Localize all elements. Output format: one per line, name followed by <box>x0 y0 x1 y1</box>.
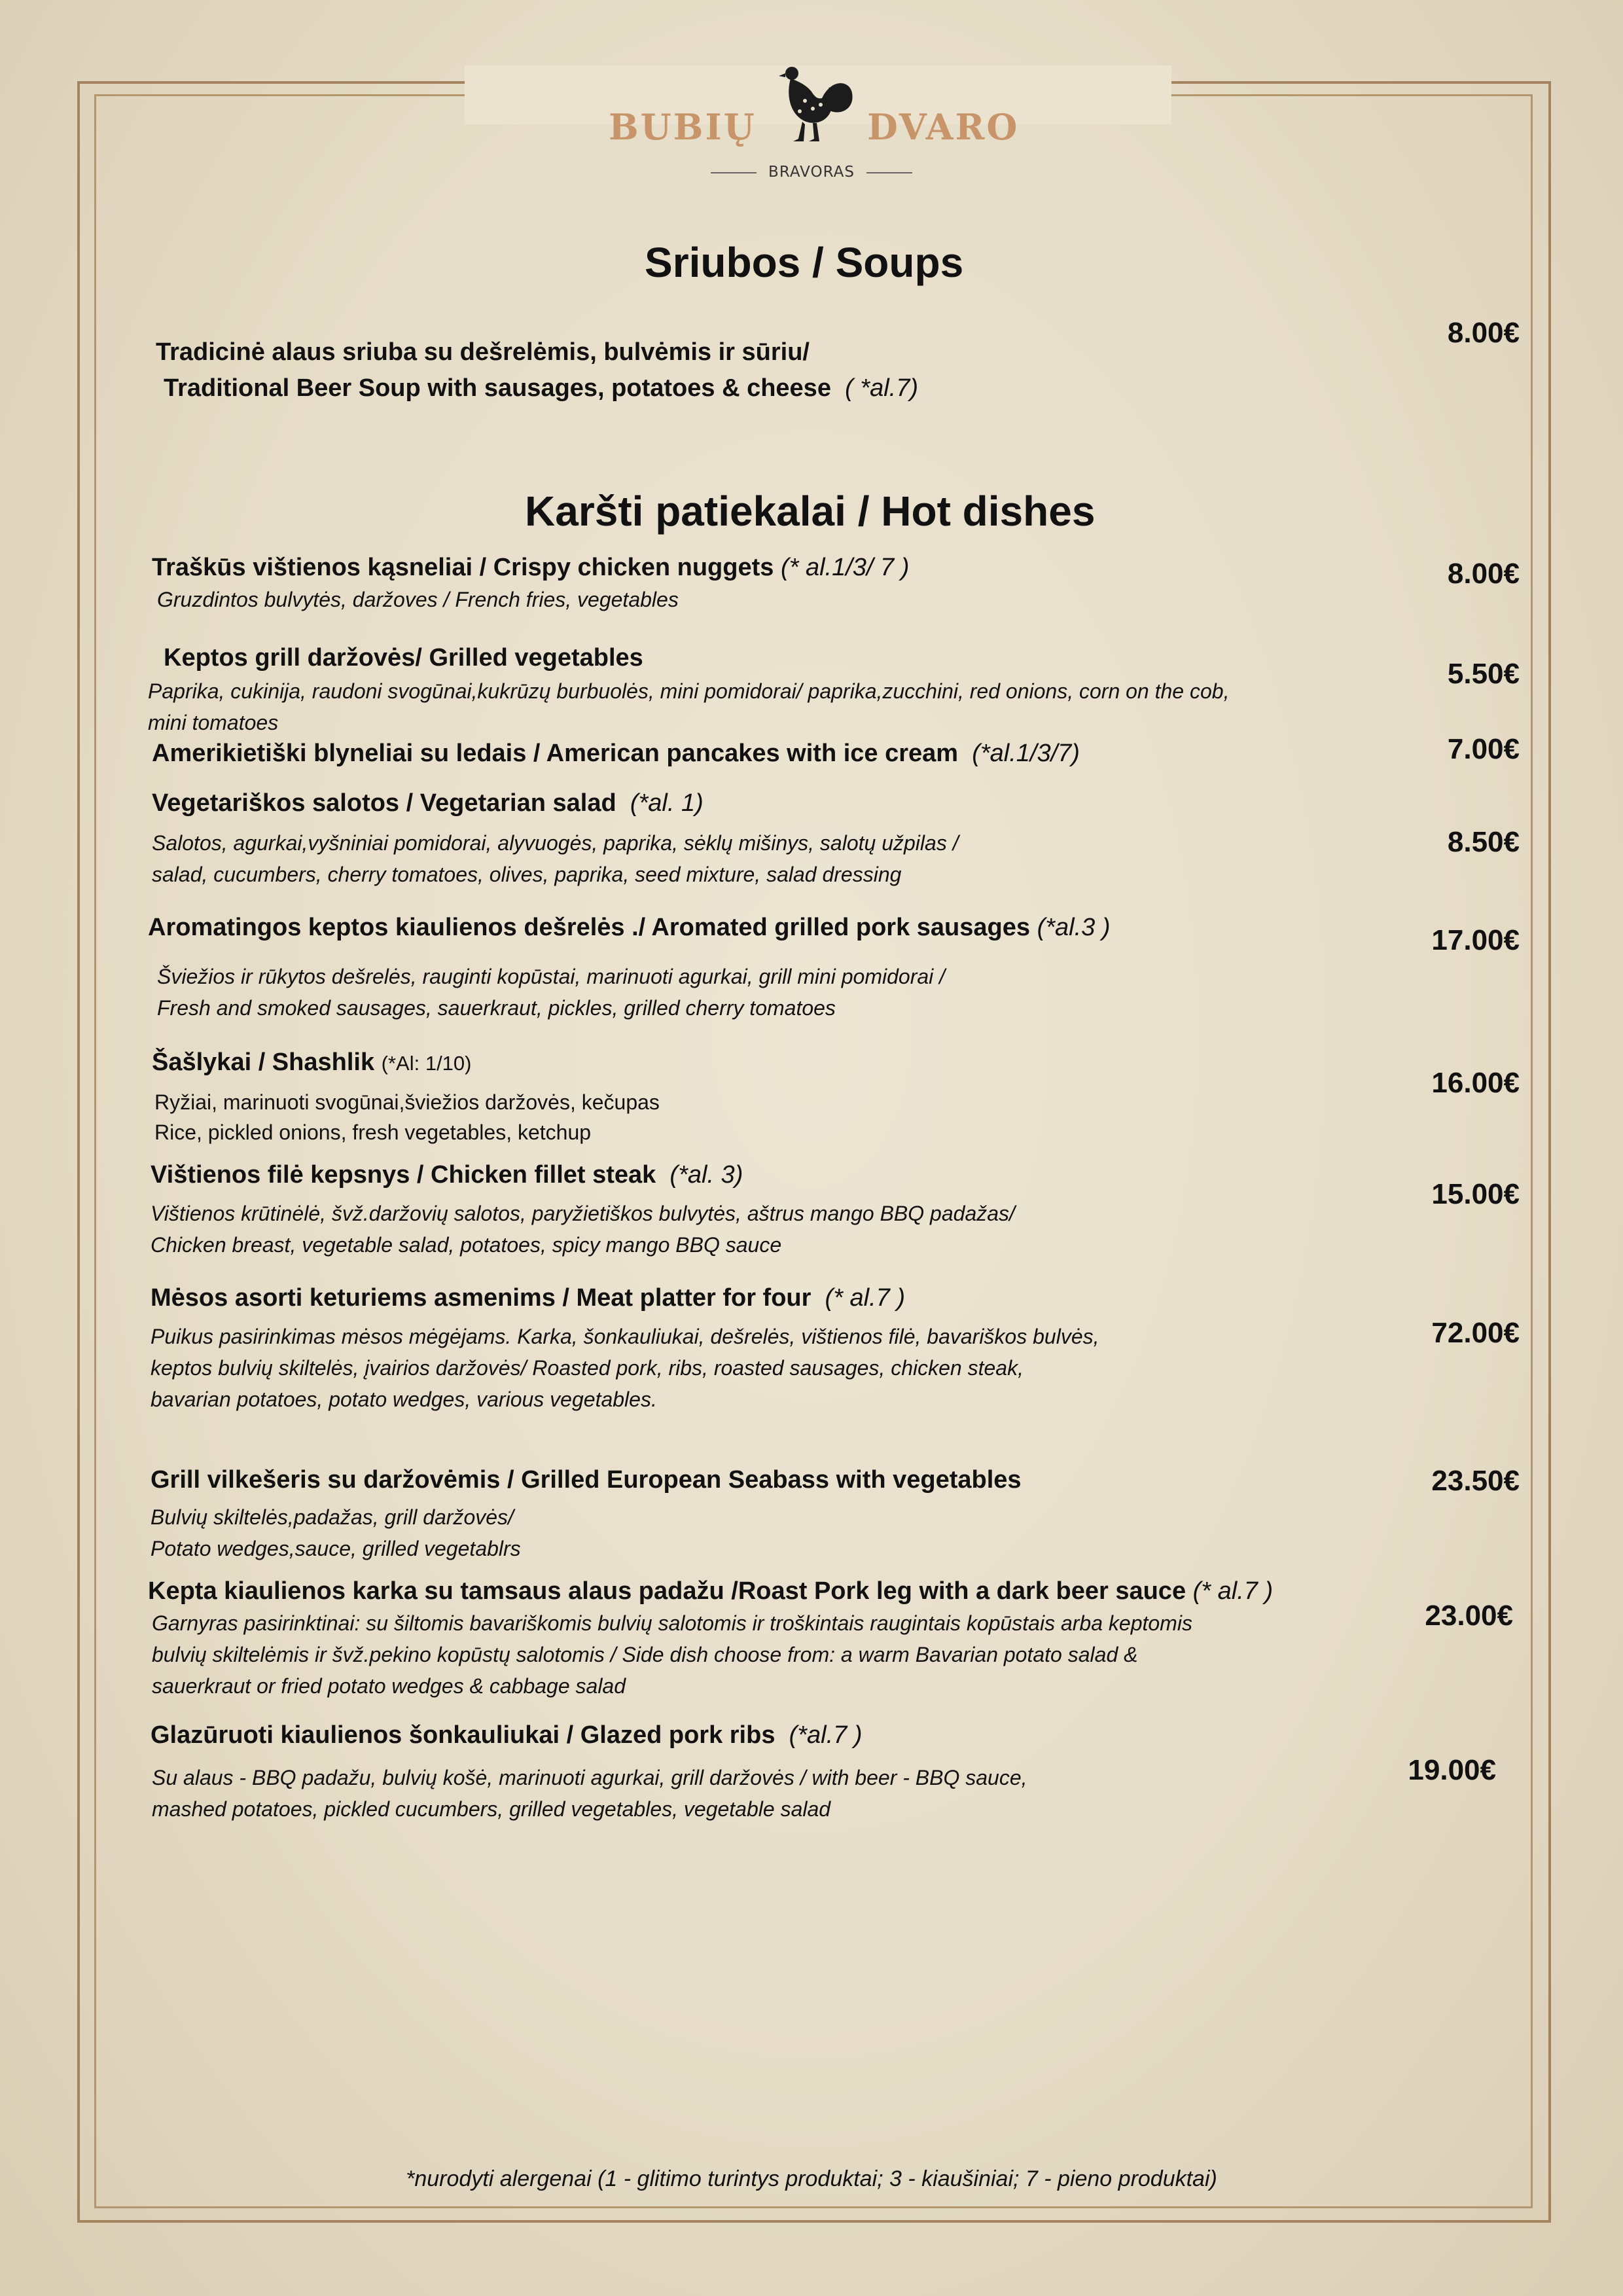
dish-desc: keptos bulvių skiltelės, įvairios daržovės/ Roasted pork, ribs, roasted sausages, chicken steak, <box>151 1356 1024 1380</box>
dish-desc: Rice, pickled onions, fresh vegetables, ketchup <box>154 1121 592 1144</box>
dish-desc: Su alaus - BBQ padažu, bulvių košė, marinuoti agurkai, grill daržovės / with beer - BBQ sauce, <box>152 1766 1027 1789</box>
dish-price: 5.50€ <box>1447 658 1520 690</box>
dish-price: 7.00€ <box>1447 733 1520 765</box>
logo-left-word: BUBIŲ <box>609 106 757 148</box>
dish-price: 23.00€ <box>1425 1600 1513 1632</box>
brand-logo <box>609 59 1020 190</box>
dish-title: Glazūruoti kiaulienos šonkauliukai / Glazed pork ribs (*al.7 ) <box>151 1721 863 1749</box>
allergen-footnote: *nurodyti alergenai (1 - glitimo turintys produktai; 3 - kiaušiniai; 7 - pieno produktai) <box>406 2166 1217 2191</box>
dish-desc: Fresh and smoked sausages, sauerkraut, pickles, grilled cherry tomatoes <box>157 996 836 1020</box>
dish-title: Vištienos filė kepsnys / Chicken fillet steak (*al. 3) <box>151 1161 743 1189</box>
soup-price: 8.00€ <box>1447 317 1520 349</box>
dish-title: Kepta kiaulienos karka su tamsaus alaus padažu /Roast Pork leg with a dark beer sauce (* al.7 ) <box>148 1577 1274 1605</box>
dish-desc: mini tomatoes <box>148 711 279 734</box>
dish-desc: sauerkraut or fried potato wedges & cabbage salad <box>152 1674 626 1698</box>
dish-price: 72.00€ <box>1431 1317 1520 1349</box>
logo-subtitle: BRAVORAS <box>609 164 1014 181</box>
hot-heading: Karšti patiekalai / Hot dishes <box>525 488 1096 535</box>
dish-price: 19.00€ <box>1408 1754 1496 1786</box>
dish-desc: Šviežios ir rūkytos dešrelės, rauginti kopūstai, marinuoti agurkai, grill mini pomidorai / <box>157 965 946 988</box>
dish-title: Grill vilkešeris su daržovėmis / Grilled European Seabass with vegetables <box>151 1466 1022 1494</box>
dish-desc: salad, cucumbers, cherry tomatoes, olives, paprika, seed mixture, salad dressing <box>152 863 902 886</box>
menu-inner-frame <box>94 94 1533 2208</box>
soup-title-en: Traditional Beer Soup with sausages, potatoes & cheese ( *al.7) <box>164 374 918 402</box>
capercaillie-bird-icon <box>766 59 857 151</box>
dish-price: 15.00€ <box>1431 1178 1520 1210</box>
logo-right-word: DVARO <box>867 106 1020 148</box>
dish-desc: Chicken breast, vegetable salad, potatoes, spicy mango BBQ sauce <box>151 1233 782 1257</box>
dish-price: 23.50€ <box>1431 1465 1520 1497</box>
dish-desc: Salotos, agurkai,vyšniniai pomidorai, alyvuogės, paprika, sėklų mišinys, salotų užpilas / <box>152 831 959 855</box>
dish-price: 8.50€ <box>1447 826 1520 858</box>
dish-desc: bavarian potatoes, potato wedges, various vegetables. <box>151 1388 657 1411</box>
dish-title: Aromatingos keptos kiaulienos dešrelės ./ Aromated grilled pork sausages (*al.3 ) <box>148 914 1111 941</box>
soups-heading: Sriubos / Soups <box>645 239 964 286</box>
dish-title: Šašlykai / Shashlik (*Al: 1/10) <box>152 1049 472 1076</box>
dish-desc: Bulvių skiltelės,padažas, grill daržovės/ <box>151 1505 514 1529</box>
dish-desc: Puikus pasirinkimas mėsos mėgėjams. Karka, šonkauliukai, dešrelės, vištienos filė, bavariškos bulvės, <box>151 1325 1099 1348</box>
dish-desc: Garnyras pasirinktinai: su šiltomis bavariškomis bulvių salotomis ir troškintais raugintais kopūstais arba keptomis <box>152 1611 1192 1635</box>
dish-title: Traškūs vištienos kąsneliai / Crispy chicken nuggets (* al.1/3/ 7 ) <box>152 554 910 581</box>
dish-desc: Paprika, cukinija, raudoni svogūnai,kukrūzų burbuolės, mini pomidorai/ paprika,zucchini, red onions, corn on the cob, <box>148 679 1230 703</box>
dish-title: Mėsos asorti keturiems asmenims / Meat platter for four (* al.7 ) <box>151 1284 906 1312</box>
dish-title: Keptos grill daržovės/ Grilled vegetables <box>164 644 643 672</box>
dish-price: 17.00€ <box>1431 924 1520 956</box>
dish-desc: Potato wedges,sauce, grilled vegetablrs <box>151 1537 521 1560</box>
dish-desc: Gruzdintos bulvytės, daržoves / French fries, vegetables <box>157 588 679 611</box>
dish-price: 8.00€ <box>1447 558 1520 590</box>
dish-desc: bulvių skiltelėmis ir švž.pekino kopūstų salotomis / Side dish choose from: a warm Bavarian potato salad & <box>152 1643 1138 1666</box>
dish-title: Amerikietiški blyneliai su ledais / American pancakes with ice cream (*al.1/3/7) <box>152 740 1080 767</box>
dish-desc: Vištienos krūtinėlė, švž.daržovių salotos, paryžietiškos bulvytės, aštrus mango BBQ padažas/ <box>151 1202 1015 1225</box>
soup-title-lt: Tradicinė alaus sriuba su dešrelėmis, bulvėmis ir sūriu/ <box>156 338 810 366</box>
dish-desc: Ryžiai, marinuoti svogūnai,šviežios daržovės, kečupas <box>154 1090 660 1114</box>
dish-desc: mashed potatoes, pickled cucumbers, grilled vegetables, vegetable salad <box>152 1797 831 1821</box>
dish-title: Vegetariškos salotos / Vegetarian salad (*al. 1) <box>152 789 704 817</box>
dish-price: 16.00€ <box>1431 1067 1520 1099</box>
